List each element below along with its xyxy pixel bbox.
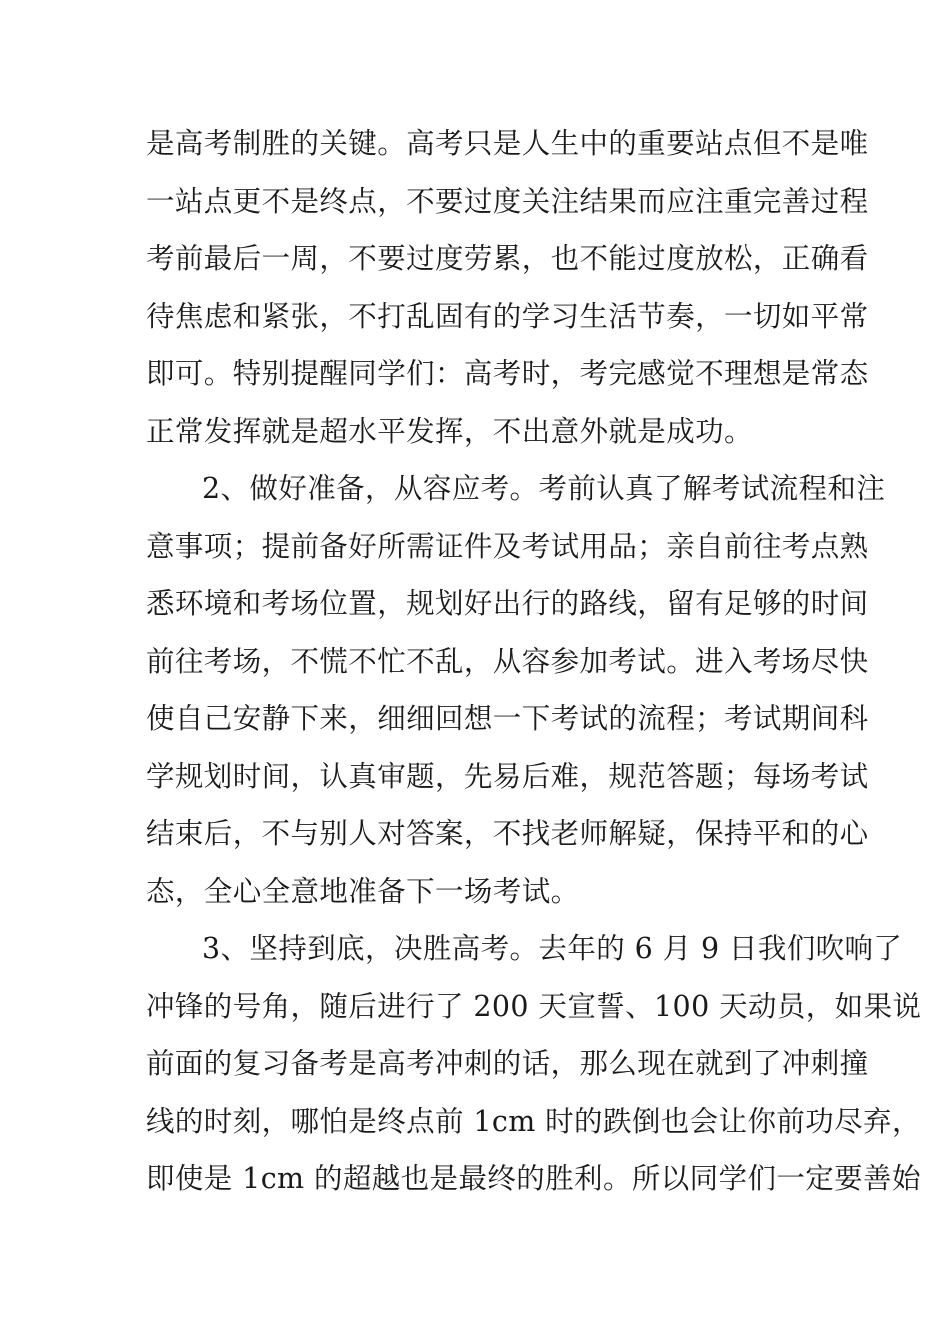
text-line: 一站点更不是终点，不要过度关注结果而应注重完善过程 bbox=[146, 184, 869, 218]
text-line: 冲锋的号角，随后进行了 200 天宣誓、100 天动员，如果说 bbox=[146, 989, 922, 1023]
text-line: 悉环境和考场位置，规划好出行的路线，留有足够的时间 bbox=[146, 587, 869, 620]
text-line: 前往考场，不慌不忙不乱，从容参加考试。进入考场尽快 bbox=[146, 644, 869, 678]
text-line: 待焦虑和紧张，不打乱固有的学习生活节奏，一切如平常 bbox=[146, 299, 869, 333]
text-line: 考前最后一周，不要过度劳累，也不能过度放松，正确看 bbox=[146, 242, 869, 275]
text-line: 是高考制胜的关键。高考只是人生中的重要站点但不是唯 bbox=[146, 127, 869, 160]
text-line: 结束后，不与别人对答案，不找老师解疑，保持平和的心 bbox=[146, 817, 869, 850]
paragraph-2-start: 2、做好准备，从容应考。考前认真了解考试流程和注 bbox=[202, 472, 886, 505]
paragraph-3-start: 3、坚持到底，决胜高考。去年的 6 月 9 日我们吹响了 bbox=[202, 932, 903, 965]
text-line: 即可。特别提醒同学们：高考时，考完感觉不理想是常态 bbox=[146, 357, 869, 390]
text-line: 线的时刻，哪怕是终点前 1cm 时的跌倒也会让你前功尽弃， bbox=[146, 1104, 921, 1138]
text-line: 态，全心全意地准备下一场考试。 bbox=[146, 874, 580, 908]
text-line: 前面的复习备考是高考冲刺的话，那么现在就到了冲刺撞 bbox=[146, 1047, 869, 1080]
text-line: 即使是 1cm 的超越也是最终的胜利。所以同学们一定要善始 bbox=[146, 1162, 921, 1195]
text-line: 意事项；提前备好所需证件及考试用品；亲自前往考点熟 bbox=[146, 529, 869, 563]
body-text bbox=[146, 115, 922, 1208]
text-line: 使自己安静下来，细细回想一下考试的流程；考试期间科 bbox=[146, 702, 869, 735]
text-line: 正常发挥就是超水平发挥，不出意外就是成功。 bbox=[146, 414, 753, 448]
text-line: 学规划时间，认真审题，先易后难，规范答题；每场考试 bbox=[146, 759, 869, 793]
